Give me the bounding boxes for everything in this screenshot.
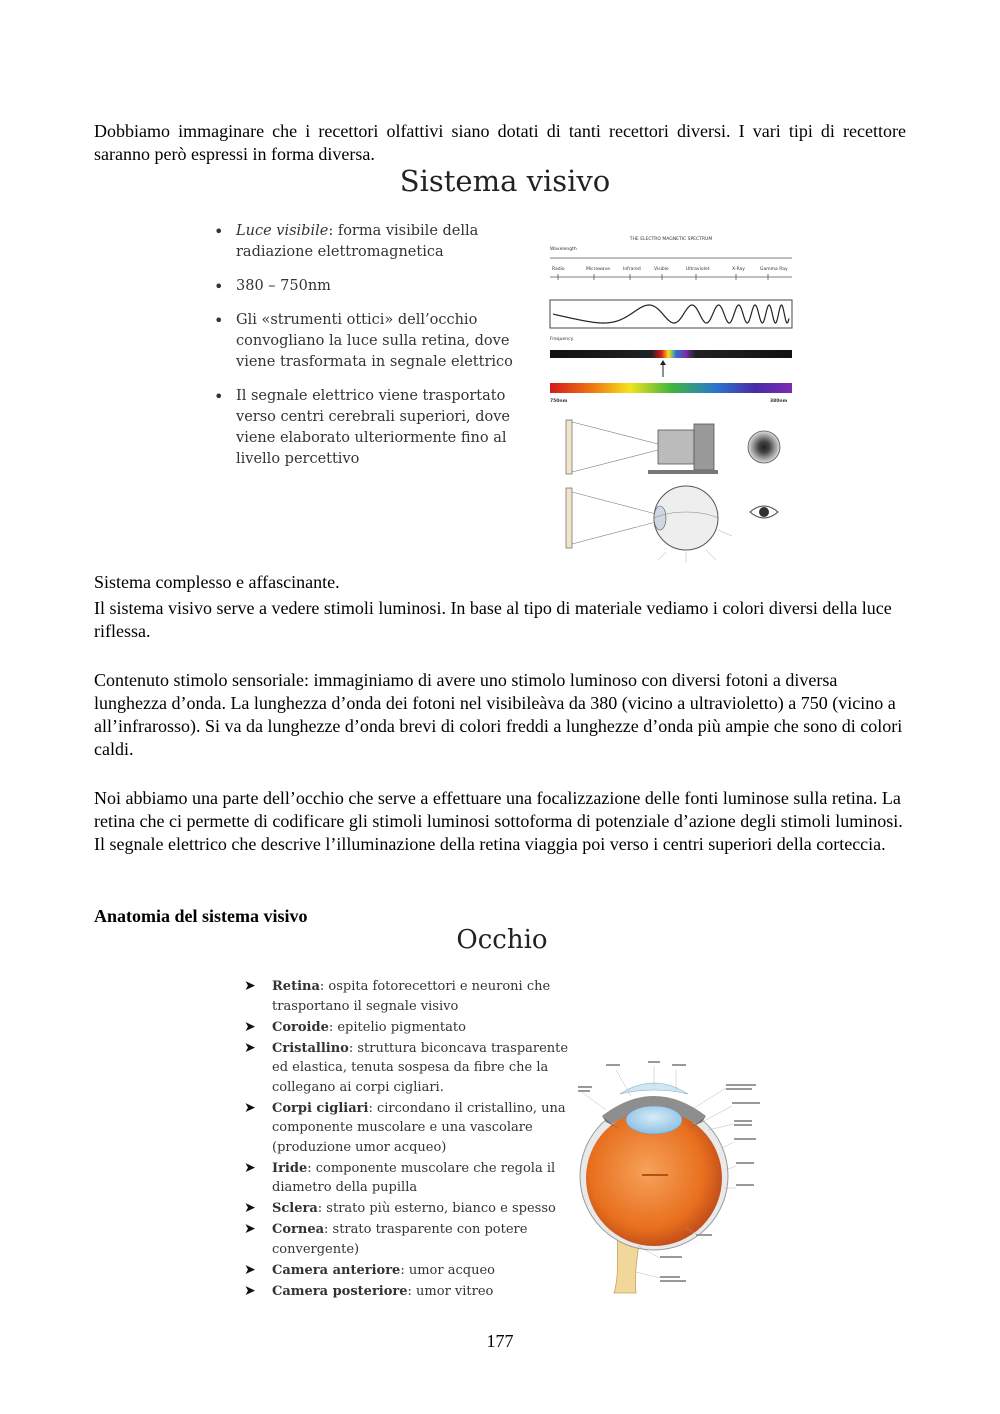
electromagnetic-spectrum-figure	[546, 230, 796, 565]
list-item: ➤ Cornea: strato trasparente con potere convergente)	[244, 1220, 584, 1259]
svg-text:Gamma Ray: Gamma Ray	[760, 267, 788, 272]
anatomy-heading: Anatomia del sistema visivo	[94, 906, 308, 926]
bullet-item: • Il segnale elettrico viene trasportato verso centri cerebrali superiori, dove viene elaborato ulteriormente fino al livello percettivo	[214, 386, 514, 470]
camera-diagram	[566, 420, 780, 474]
svg-text:Visible: Visible	[654, 267, 669, 272]
bullet-item: • 380 – 750nm	[214, 276, 514, 297]
eye-anatomy-list	[244, 977, 584, 1303]
svg-text:Radio: Radio	[552, 267, 565, 272]
complex-system-line: Sistema complesso e affascinante.	[94, 572, 340, 592]
wavelength-380-label: 380nm	[770, 399, 788, 404]
eye-focus-paragraph: Noi abbiamo una parte dell’occhio che serve a effettuare una focalizzazione delle fonti luminose sulla retina. La retina che ci permette di codificare gli stimoli luminosi sottoforma di potenziale d’azione degli stimoli luminosi. Il segnale elettrico che descrive l’illuminazione della retina viaggia poi verso i centri superiori della corteccia.	[94, 788, 903, 854]
visual-system-paragraph: Il sistema visivo serve a vedere stimoli luminosi. In base al tipo di materiale vediamo i colori diversi della luce riflessa.	[94, 598, 892, 641]
svg-text:Ultraviolet: Ultraviolet	[686, 267, 710, 272]
bullet-item: • Gli «strumenti ottici» dell’occhio convogliano la luce sulla retina, dove viene trasformata in segnale elettrico	[214, 310, 514, 373]
band-labels	[552, 266, 788, 272]
eye-diagram	[566, 486, 778, 562]
eye-anatomy-illustration	[576, 1058, 776, 1298]
list-item: ➤ Camera posteriore: umor vitreo	[244, 1282, 584, 1302]
wavelength-750-label: 750nm	[550, 399, 568, 404]
svg-text:X-Ray: X-Ray	[732, 267, 745, 272]
visual-system-bullets	[214, 221, 514, 483]
bullet-item: • Luce visibile: forma visibile della radiazione elettromagnetica	[214, 221, 514, 263]
list-item: ➤ Camera anteriore: umor acqueo	[244, 1261, 584, 1281]
list-item: ➤ Iride: componente muscolare che regola il diametro della pupilla	[244, 1159, 584, 1198]
list-item: ➤ Cristallino: struttura biconcava trasparente ed elastica, tenuta sospesa da fibre che la collegano ai corpi cigliari.	[244, 1039, 584, 1098]
svg-text:Infrared: Infrared	[623, 267, 641, 272]
slide-title-visual-system: Sistema visivo	[399, 164, 611, 198]
frequency-label: Frequency	[550, 337, 574, 342]
stimulus-content-paragraph: Contenuto stimolo sensoriale: immaginiamo di avere uno stimolo luminoso con diversi fotoni a diversa lunghezza d’onda. La lunghezza d’onda dei fotoni nel visibileàva da 380 (vicino a ultravioletto) a 750 (vicino a all’infrarosso). Si va da lunghezze d’onda brevi di colori freddi a lunghezze d’onda più ampie che sono di colori caldi.	[94, 670, 903, 759]
intro-paragraph: Dobbiamo immaginare che i recettori olfattivi siano dotati di tanti recettori diversi. I vari tipi di recettore saranno però espressi in forma diversa.	[94, 121, 906, 164]
list-item: ➤ Retina: ospita fotorecettori e neuroni che trasportano il segnale visivo	[244, 977, 584, 1016]
spectrum-title: THE ELECTRO MAGNETIC SPECTRUM	[629, 237, 713, 242]
list-item: ➤ Corpi cigliari: circondano il cristallino, una componente muscolare e una vascolare (produzione umor acqueo)	[244, 1099, 584, 1158]
slide-title-eye: Occhio	[456, 925, 548, 955]
svg-text:Microwave: Microwave	[586, 267, 610, 272]
page-number: 177	[486, 1331, 514, 1351]
wavelength-label: Wavelength	[550, 247, 577, 252]
list-item: ➤ Sclera: strato più esterno, bianco e spesso	[244, 1199, 584, 1219]
list-item: ➤ Coroide: epitelio pigmentato	[244, 1018, 584, 1038]
